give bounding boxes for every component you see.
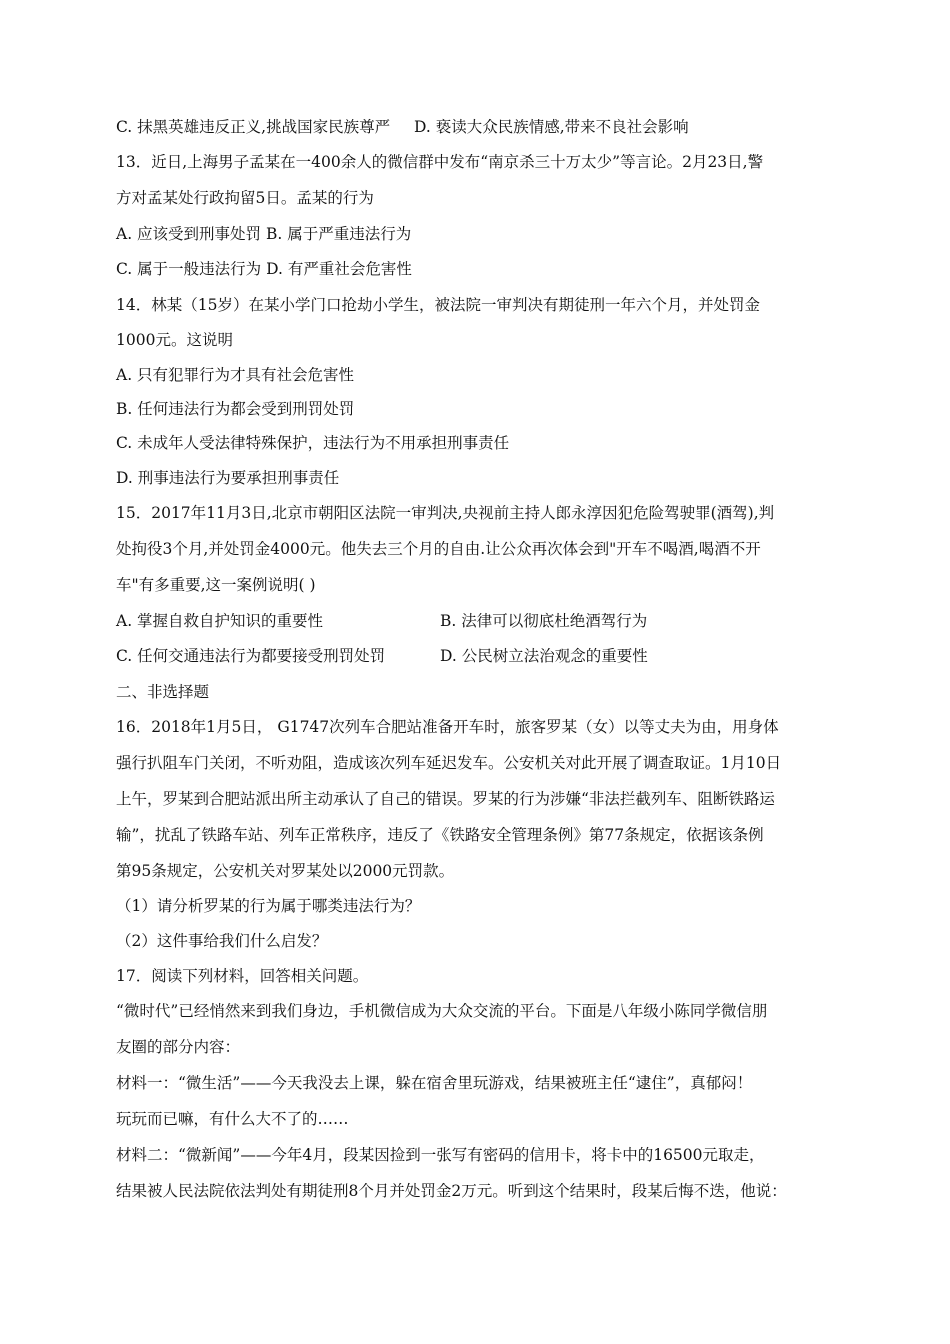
section-title: 二、非选择题 (116, 683, 210, 701)
q16-line3: 上午，罗某到合肥站派出所主动承认了自己的错误。罗某的行为涉嫌“非法拦截列车、阻断铁路运 (116, 790, 775, 808)
q16-line2: 强行扒阻车门关闭，不听劝阻，造成该次列车延迟发车。公安机关对此开展了调查取证。1月10日 (116, 754, 782, 772)
q14-option-a: A. 只有犯罪行为才具有社会危害性 (116, 366, 355, 384)
q17-line1: 17．阅读下列材料，回答相关问题。 (116, 967, 369, 985)
q15-stem-line3: 车"有多重要,这一案例说明( ) (116, 576, 316, 594)
q15-option-b: B. 法律可以彻底杜绝酒驾行为 (440, 612, 648, 630)
q16-line1: 16．2018年1月5日， G1747次列车合肥站准备开车时，旅客罗某（女）以等丈夫为由，用身体 (116, 718, 779, 736)
q16-line4: 输”，扰乱了铁路车站、列车正常秩序，违反了《铁路安全管理条例》第77条规定，依据该条例 (116, 826, 764, 844)
q14-option-d: D. 刑事违法行为要承担刑事责任 (116, 469, 340, 487)
q14-stem-line1: 14．林某（15岁）在某小学门口抢劫小学生，被法院一审判决有期徒刑一年六个月，并处罚金 (116, 296, 760, 314)
q14-option-b: B. 任何违法行为都会受到刑罚处罚 (116, 400, 355, 418)
q15-stem-line2: 处拘役3个月,并处罚金4000元。他失去三个月的自由.让公众再次体会到"开车不喝酒,喝酒不开 (116, 540, 761, 558)
q12-options-cd (116, 117, 689, 137)
q17-material1-line1: 材料一：“微生活”——今天我没去上课，躲在宿舍里玩游戏，结果被班主任“逮住”，真郁闷！ (116, 1074, 753, 1092)
q15-option-a: A. 掌握自救自护知识的重要性 (116, 612, 324, 630)
q15-option-d: D. 公民树立法治观念的重要性 (440, 647, 648, 665)
q17-material2-line1: 材料二：“微新闻”——今年4月，段某因捡到一张写有密码的信用卡，将卡中的16500元取走， (116, 1146, 765, 1164)
q16-sub-question-2: （2）这件事给我们什么启发？ (116, 932, 328, 950)
q15-stem-line1: 15．2017年11月3日,北京市朝阳区法院一审判决,央视前主持人郎永淳因犯危险驾驶罪(酒驾),判 (116, 504, 775, 522)
q15-option-c: C. 任何交通违法行为都要接受刑罚处罚 (116, 647, 386, 665)
q13-stem-line1: 13．近日,上海男子孟某在一400余人的微信群中发布“南京杀三十万太少”等言论。2月23日,警 (116, 153, 764, 171)
q17-material2-line2: 结果被人民法院依法判处有期徒刑8个月并处罚金2万元。听到这个结果时，段某后悔不迭，他说： (116, 1182, 787, 1200)
q12-option-d: D. 亵读大众民族情感,带来不良社会影响 (413, 118, 689, 136)
q14-option-c: C. 未成年人受法律特殊保护，违法行为不用承担刑事责任 (116, 434, 510, 452)
q12-option-c: C. 抹黑英雄违反正义,挑战国家民族尊严 (116, 118, 391, 136)
q16-sub-question-1: （1）请分析罗某的行为属于哪类违法行为？ (116, 897, 421, 915)
q14-stem-line2: 1000元。这说明 (116, 331, 233, 349)
q17-intro-line2: 友圈的部分内容： (116, 1038, 241, 1056)
q17-material1-line2: 玩玩而已嘛，有什么大不了的…… (116, 1110, 349, 1128)
q16-line5: 第95条规定，公安机关对罗某处以2000元罚款。 (116, 862, 455, 880)
q13-options-cd: C. 属于一般违法行为 D. 有严重社会危害性 (116, 260, 412, 278)
q13-stem-line2: 方对孟某处行政拘留5日。孟某的行为 (116, 189, 374, 207)
q17-intro-line1: “微时代”已经悄然来到我们身边，手机微信成为大众交流的平台。下面是八年级小陈同学微信朋 (116, 1002, 768, 1020)
q13-options-ab: A. 应该受到刑事处罚 B. 属于严重违法行为 (116, 225, 412, 243)
